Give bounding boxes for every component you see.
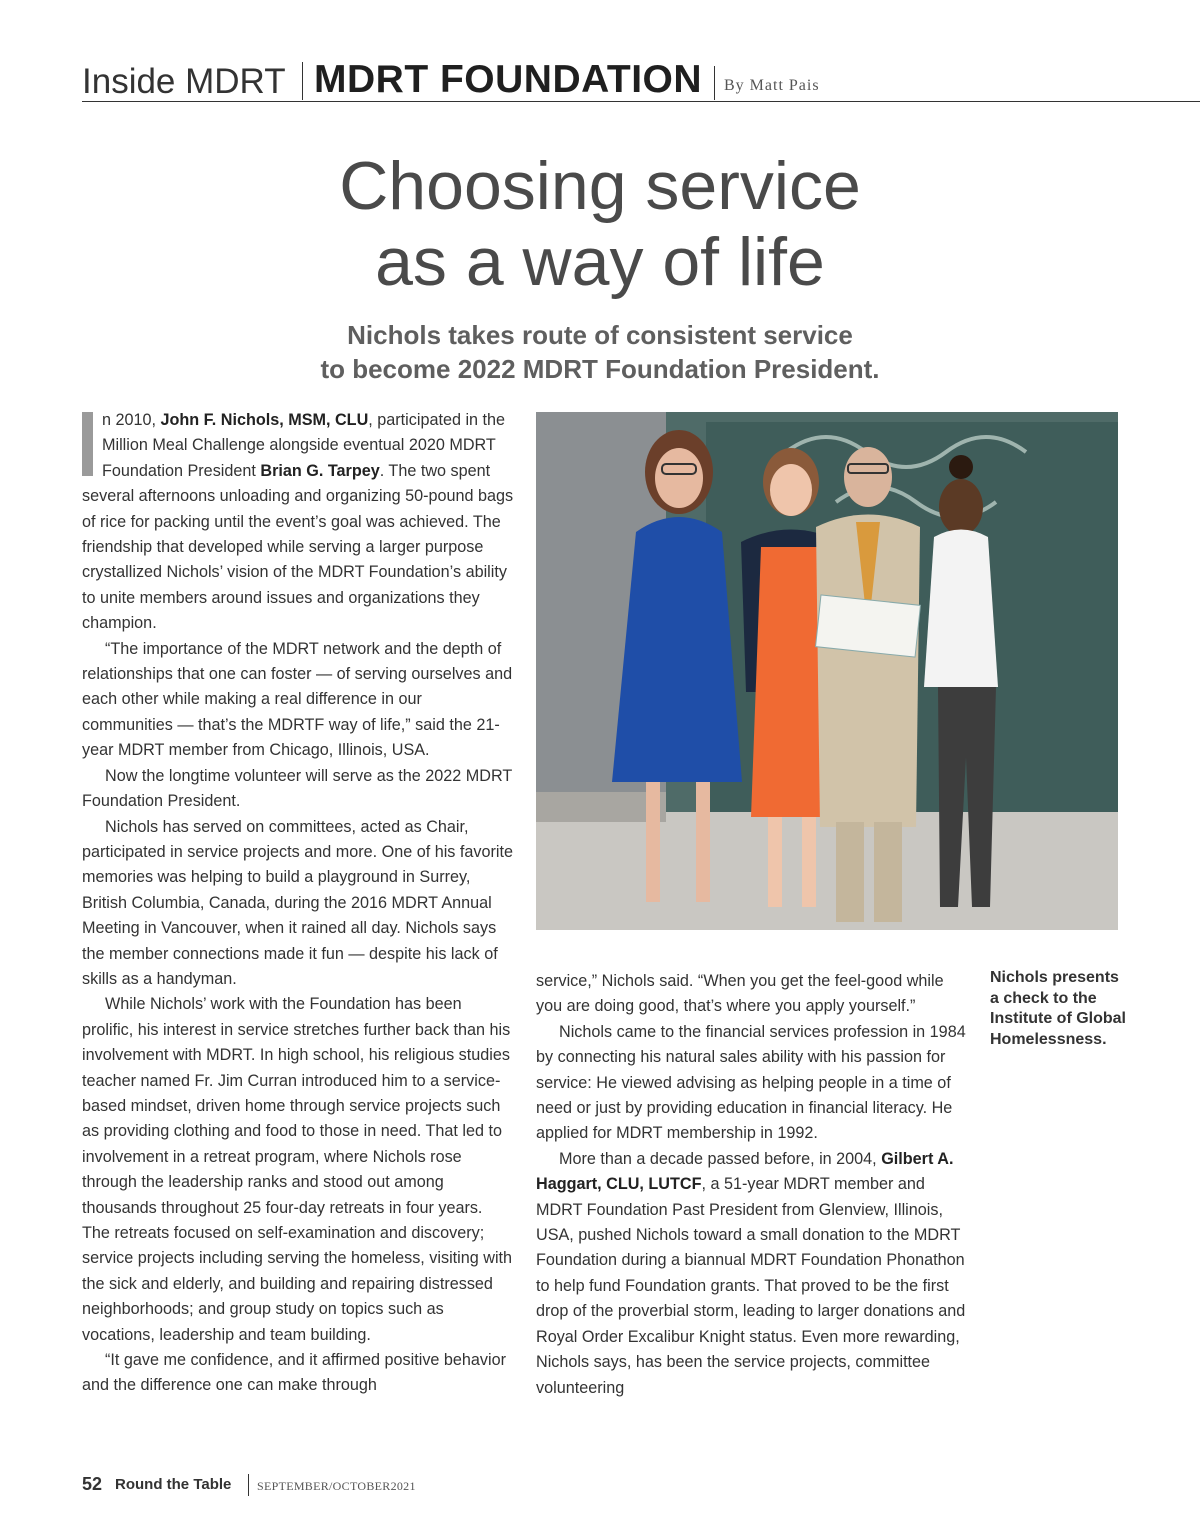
section-kicker: MDRT FOUNDATION xyxy=(314,58,703,101)
paragraph: More than a decade passed before, in 2004, Gilbert A. Haggart, CLU, LUTCF, a 51-year MDRT member and MDRT Foundation Past President from Glenview, Illinois, USA, pushed Nichols toward a small donation to the MDRT Foundation during a biannual MDRT Foundation Phonathon to help fund Foundation grants. That proved to be the first drop of the proverbial storm, leading to larger donations and Royal Order Excalibur Knight status. Even more rewarding, Nichols says, has been the service projects, committee volunteering xyxy=(536,1149,966,1397)
paragraph: Nichols has served on committees, acted as Chair, participated in service projects and more. One of his favorite memories was helping to build a playground in Surrey, British Columbia, Canada, during the 2016 MDRT Annual Meeting in Vancouver, when it rained all day. Nichols says the member connections made it fun — despite his lack of skills as a handyman. xyxy=(82,817,513,988)
paragraph: “The importance of the MDRT network and the depth of relationships that one can foster — of serving ourselves and each other while making a real difference in our communities — that’s the MDRTF way of life,” said the 21-year MDRT member from Chicago, Illinois, USA. xyxy=(82,639,513,760)
article-deck xyxy=(0,318,1200,386)
page-footer xyxy=(82,1474,582,1498)
headline-line: Choosing service xyxy=(339,148,861,224)
paragraph: “It gave me confidence, and it affirmed positive behavior and the difference one can make through xyxy=(82,1351,507,1395)
photo-illustration xyxy=(536,412,1118,930)
deck-line: to become 2022 MDRT Foundation President. xyxy=(320,354,880,384)
deck-line: Nichols takes route of consistent service xyxy=(347,320,853,350)
headline-line: as a way of life xyxy=(375,224,825,300)
article-photo xyxy=(536,412,1118,930)
paragraph: While Nichols’ work with the Foundation has been prolific, his interest in service stretches further back than his involvement with MDRT. In high school, his religious studies teacher named Fr. Jim Curran introduced him to a service-based mindset, driven home through service projects such as providing clothing and food to those in need. That led to involvement in a retreat program, where Nichols rose through the leadership ranks and stood out among thousands throughout 25 four-day retreats in four years. The retreats focused on self-examination and discovery; service projects including serving the homeless, visiting with the sick and elderly, and building and repairing distressed neighborhoods; and group study on topics such as vocations, leadership and team building. xyxy=(82,995,513,1344)
header-rule xyxy=(82,101,1200,102)
footer-divider xyxy=(248,1474,249,1496)
magazine-name: Round the Table xyxy=(115,1476,232,1493)
article-headline xyxy=(0,148,1200,300)
photo-caption: Nichols presents a check to the Institute of Global Homelessness. xyxy=(990,969,1126,1048)
header-divider xyxy=(302,62,303,100)
person-name: Gilbert A. Haggart, CLU, LUTCF xyxy=(536,1149,954,1194)
article-column-middle xyxy=(536,969,966,1401)
drop-cap-i xyxy=(82,412,93,476)
header-divider xyxy=(714,66,715,100)
page-header xyxy=(82,58,1200,102)
article-column-left xyxy=(82,408,514,1399)
paragraph: n 2010, John F. Nichols, MSM, CLU, participated in the Million Meal Challenge alongside eventual 2020 MDRT Foundation President Brian G. Tarpey. The two spent several afternoons unloading and organizing 50-pound bags of rice for packing until the event’s goal was achieved. The friendship that developed while serving a larger purpose crystallized Nichols’ vision of the MDRT Foundation’s ability to unite members around issues and organizations they champion. xyxy=(82,411,514,633)
paragraph: service,” Nichols said. “When you get the feel-good while you are doing good, that’s where you apply yourself.” xyxy=(536,972,944,1016)
paragraph: Nichols came to the financial services profession in 1984 by connecting his natural sales ability with his passion for service: He viewed advising as helping people in a time of need or just by providing education in financial literacy. He applied for MDRT membership in 1992. xyxy=(536,1022,966,1143)
byline: By Matt Pais xyxy=(724,77,820,94)
person-name: John F. Nichols, MSM, CLU xyxy=(160,411,369,429)
paragraph: Now the longtime volunteer will serve as the 2022 MDRT Foundation President. xyxy=(82,766,512,811)
section-label: Inside MDRT xyxy=(82,62,286,101)
person-name: Brian G. Tarpey xyxy=(260,461,380,480)
page-number: 52 xyxy=(82,1474,103,1494)
issue-date: SEPTEMBER/OCTOBER2021 xyxy=(257,1479,416,1493)
